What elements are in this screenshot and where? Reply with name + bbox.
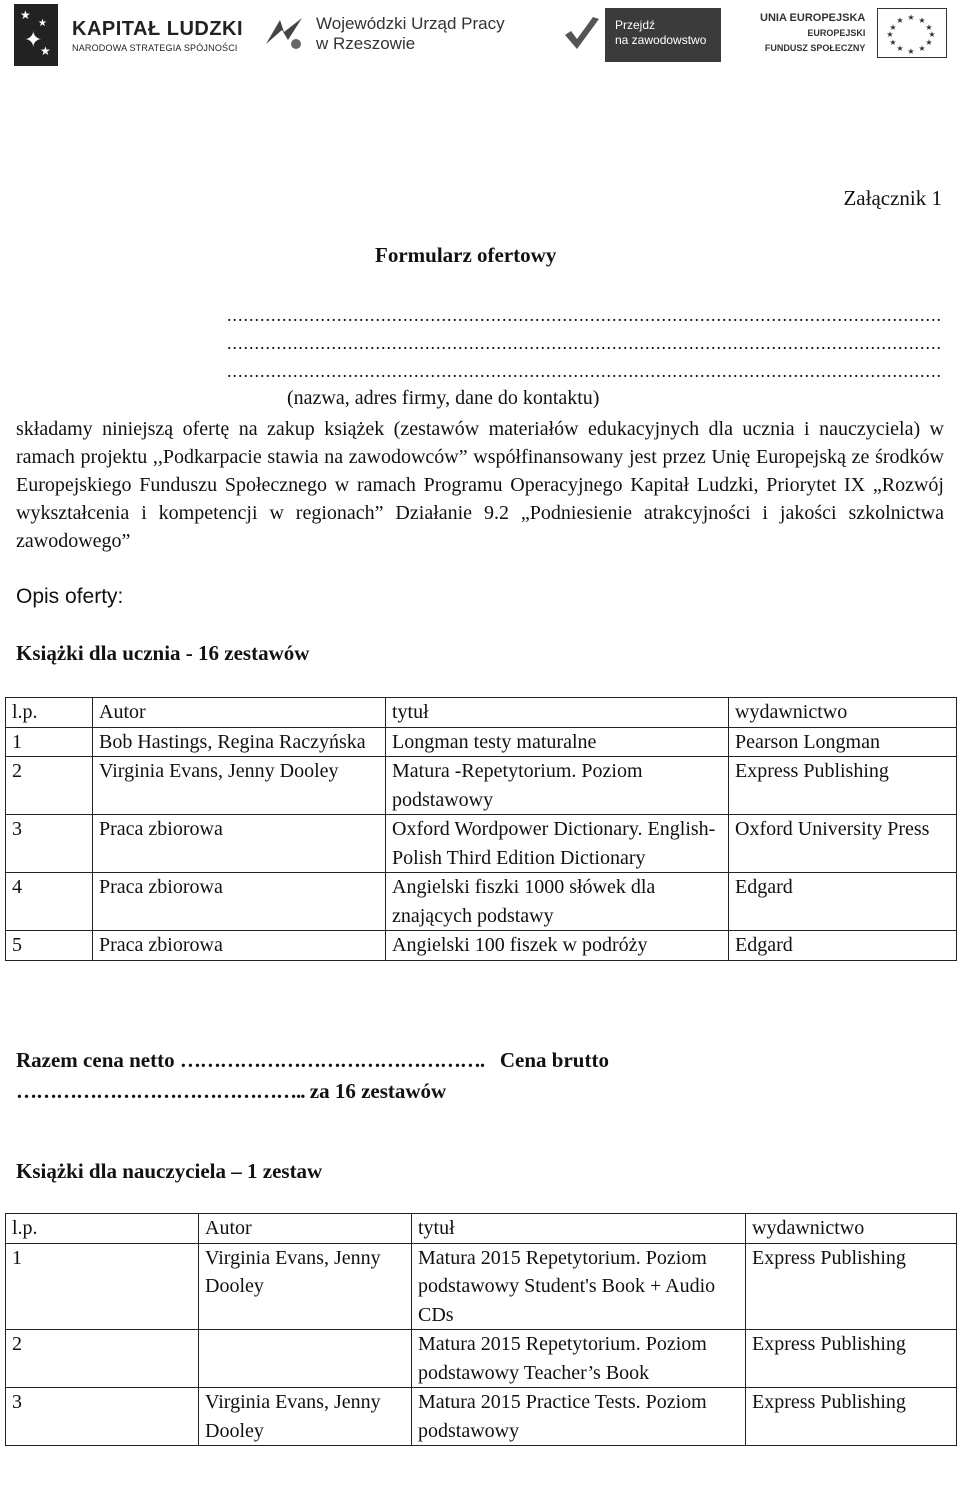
project-logo-line1: Przejdź (615, 18, 656, 32)
row-title: Angielski 100 fiszek w podróży (386, 931, 729, 961)
table-row (6, 873, 957, 931)
row-lp: 3 (6, 815, 93, 873)
row-publisher: Edgard (729, 873, 957, 931)
offer-intro-paragraph: składamy niniejszą ofertę na zakup książek (zestawów materiałów edukacyjnych dla ucznia i nauczyciela) w ramach projektu ,,Podkarpacie stawia na zawodowców” współfinansowany jest przez Unię Europejską ze środków Europejskiego Funduszu Społecznego w ramach Programu Operacyjnego Kapitał Ludzki, Priorytet IX „Rozwój wykształcenia i kompetencji w regionach” Działanie 9.2 „Podniesienie atrakcyjności i jakości szkolnictwa zawodowego” (16, 418, 944, 552)
column-header-lp: l.p. (6, 698, 93, 728)
column-header-title: tytuł (412, 1214, 746, 1244)
column-header-title: tytuł (386, 698, 729, 728)
page-title: Formularz ofertowy (375, 243, 557, 267)
eu-logo-line1: UNIA EUROPEJSKA (760, 12, 866, 24)
net-price-label: Razem cena netto (16, 1048, 175, 1072)
column-header-publisher: wydawnictwo (729, 698, 957, 728)
row-title: Oxford Wordpower Dictionary. English-Polish Third Edition Dictionary (386, 815, 729, 873)
row-title: Matura 2015 Practice Tests. Poziom podstawowy (412, 1388, 746, 1446)
row-lp: 5 (6, 931, 93, 961)
table-row (6, 1243, 957, 1330)
row-lp: 3 (6, 1388, 199, 1446)
row-publisher: Edgard (729, 931, 957, 961)
row-title: Angielski fiszki 1000 słówek dla znających podstawy (386, 873, 729, 931)
row-author: Praca zbiorowa (93, 873, 386, 931)
table-row (6, 1330, 957, 1388)
sets-count-suffix: za 16 zestawów (304, 1079, 447, 1103)
company-info-blank-line: .................................................................................................................................. (227, 333, 942, 353)
row-lp: 2 (6, 757, 93, 815)
teacher-books-table (5, 1213, 957, 1446)
row-author: Bob Hastings, Regina Raczyńska (93, 727, 386, 757)
teacher-books-heading: Książki dla nauczyciela – 1 zestaw (16, 1159, 323, 1183)
wup-logo (262, 14, 505, 54)
row-author: Praca zbiorowa (93, 931, 386, 961)
checkmark-icon (563, 13, 601, 57)
row-author: Virginia Evans, Jenny Dooley (199, 1243, 412, 1330)
row-publisher: Express Publishing (746, 1388, 957, 1446)
kapital-ludzki-logo (14, 4, 243, 66)
row-lp: 2 (6, 1330, 199, 1388)
table-header-row (6, 1214, 957, 1244)
row-author: Virginia Evans, Jenny Dooley (93, 757, 386, 815)
student-books-heading: Książki dla ucznia - 16 zestawów (16, 641, 310, 665)
project-logo-line2: na zawodowstwo (615, 33, 707, 47)
row-title: Matura 2015 Repetytorium. Poziom podstawowy Student's Book + Audio CDs (412, 1243, 746, 1330)
kapital-ludzki-emblem-icon: ★ ★ ✦ ★ (14, 4, 58, 66)
net-price-blank: ………………………………………. (179, 1048, 485, 1072)
annex-label: Załącznik 1 (843, 186, 942, 210)
kapital-ludzki-name: KAPITAŁ LUDZKI (72, 17, 244, 40)
wup-emblem-icon (262, 14, 306, 54)
company-info-blank-line: .................................................................................................................................. (227, 361, 942, 381)
column-header-lp: l.p. (6, 1214, 199, 1244)
row-author: Praca zbiorowa (93, 815, 386, 873)
wup-name-line1: Wojewódzki Urząd Pracy (316, 14, 505, 33)
row-publisher: Express Publishing (746, 1243, 957, 1330)
table-row (6, 1388, 957, 1446)
kapital-ludzki-subtitle: NARODOWA STRATEGIA SPÓJNOŚCI (72, 42, 238, 53)
row-publisher: Pearson Longman (729, 727, 957, 757)
column-header-author: Autor (199, 1214, 412, 1244)
row-title: Matura 2015 Repetytorium. Poziom podstawowy Teacher’s Book (412, 1330, 746, 1388)
company-info-caption: (nazwa, adres firmy, dane do kontaktu) (287, 387, 600, 409)
row-title: Matura -Repetytorium. Poziom podstawowy (386, 757, 729, 815)
gross-price-blank: …………………………………….. (16, 1079, 305, 1103)
row-lp: 1 (6, 1243, 199, 1330)
row-lp: 4 (6, 873, 93, 931)
eu-logo-line3: FUNDUSZ SPOŁECZNY (764, 43, 866, 53)
price-totals (16, 1045, 916, 1107)
student-books-table (5, 697, 957, 961)
row-publisher: Express Publishing (729, 757, 957, 815)
row-lp: 1 (6, 727, 93, 757)
row-publisher: Express Publishing (746, 1330, 957, 1388)
table-row (6, 757, 957, 815)
row-publisher: Oxford University Press (729, 815, 957, 873)
column-header-publisher: wydawnictwo (746, 1214, 957, 1244)
column-header-author: Autor (93, 698, 386, 728)
eu-logo-line2: EUROPEJSKI (807, 28, 866, 38)
table-header-row (6, 698, 957, 728)
project-logo (563, 8, 721, 62)
table-row (6, 815, 957, 873)
logo-bar (0, 0, 960, 75)
gross-price-label: Cena brutto (499, 1048, 609, 1072)
row-author: Virginia Evans, Jenny Dooley (199, 1388, 412, 1446)
company-info-blank-line: .................................................................................................................................. (227, 305, 942, 325)
eu-logo (760, 8, 947, 58)
row-title: Longman testy maturalne (386, 727, 729, 757)
offer-description-label: Opis oferty: (16, 585, 124, 608)
table-row (6, 727, 957, 757)
table-row (6, 931, 957, 961)
wup-name-line2: w Rzeszowie (316, 34, 416, 53)
eu-flag-icon: ★ ★ ★ ★ ★ ★ ★ ★ ★ ★ ★ ★ (877, 8, 947, 58)
row-author (199, 1330, 412, 1388)
